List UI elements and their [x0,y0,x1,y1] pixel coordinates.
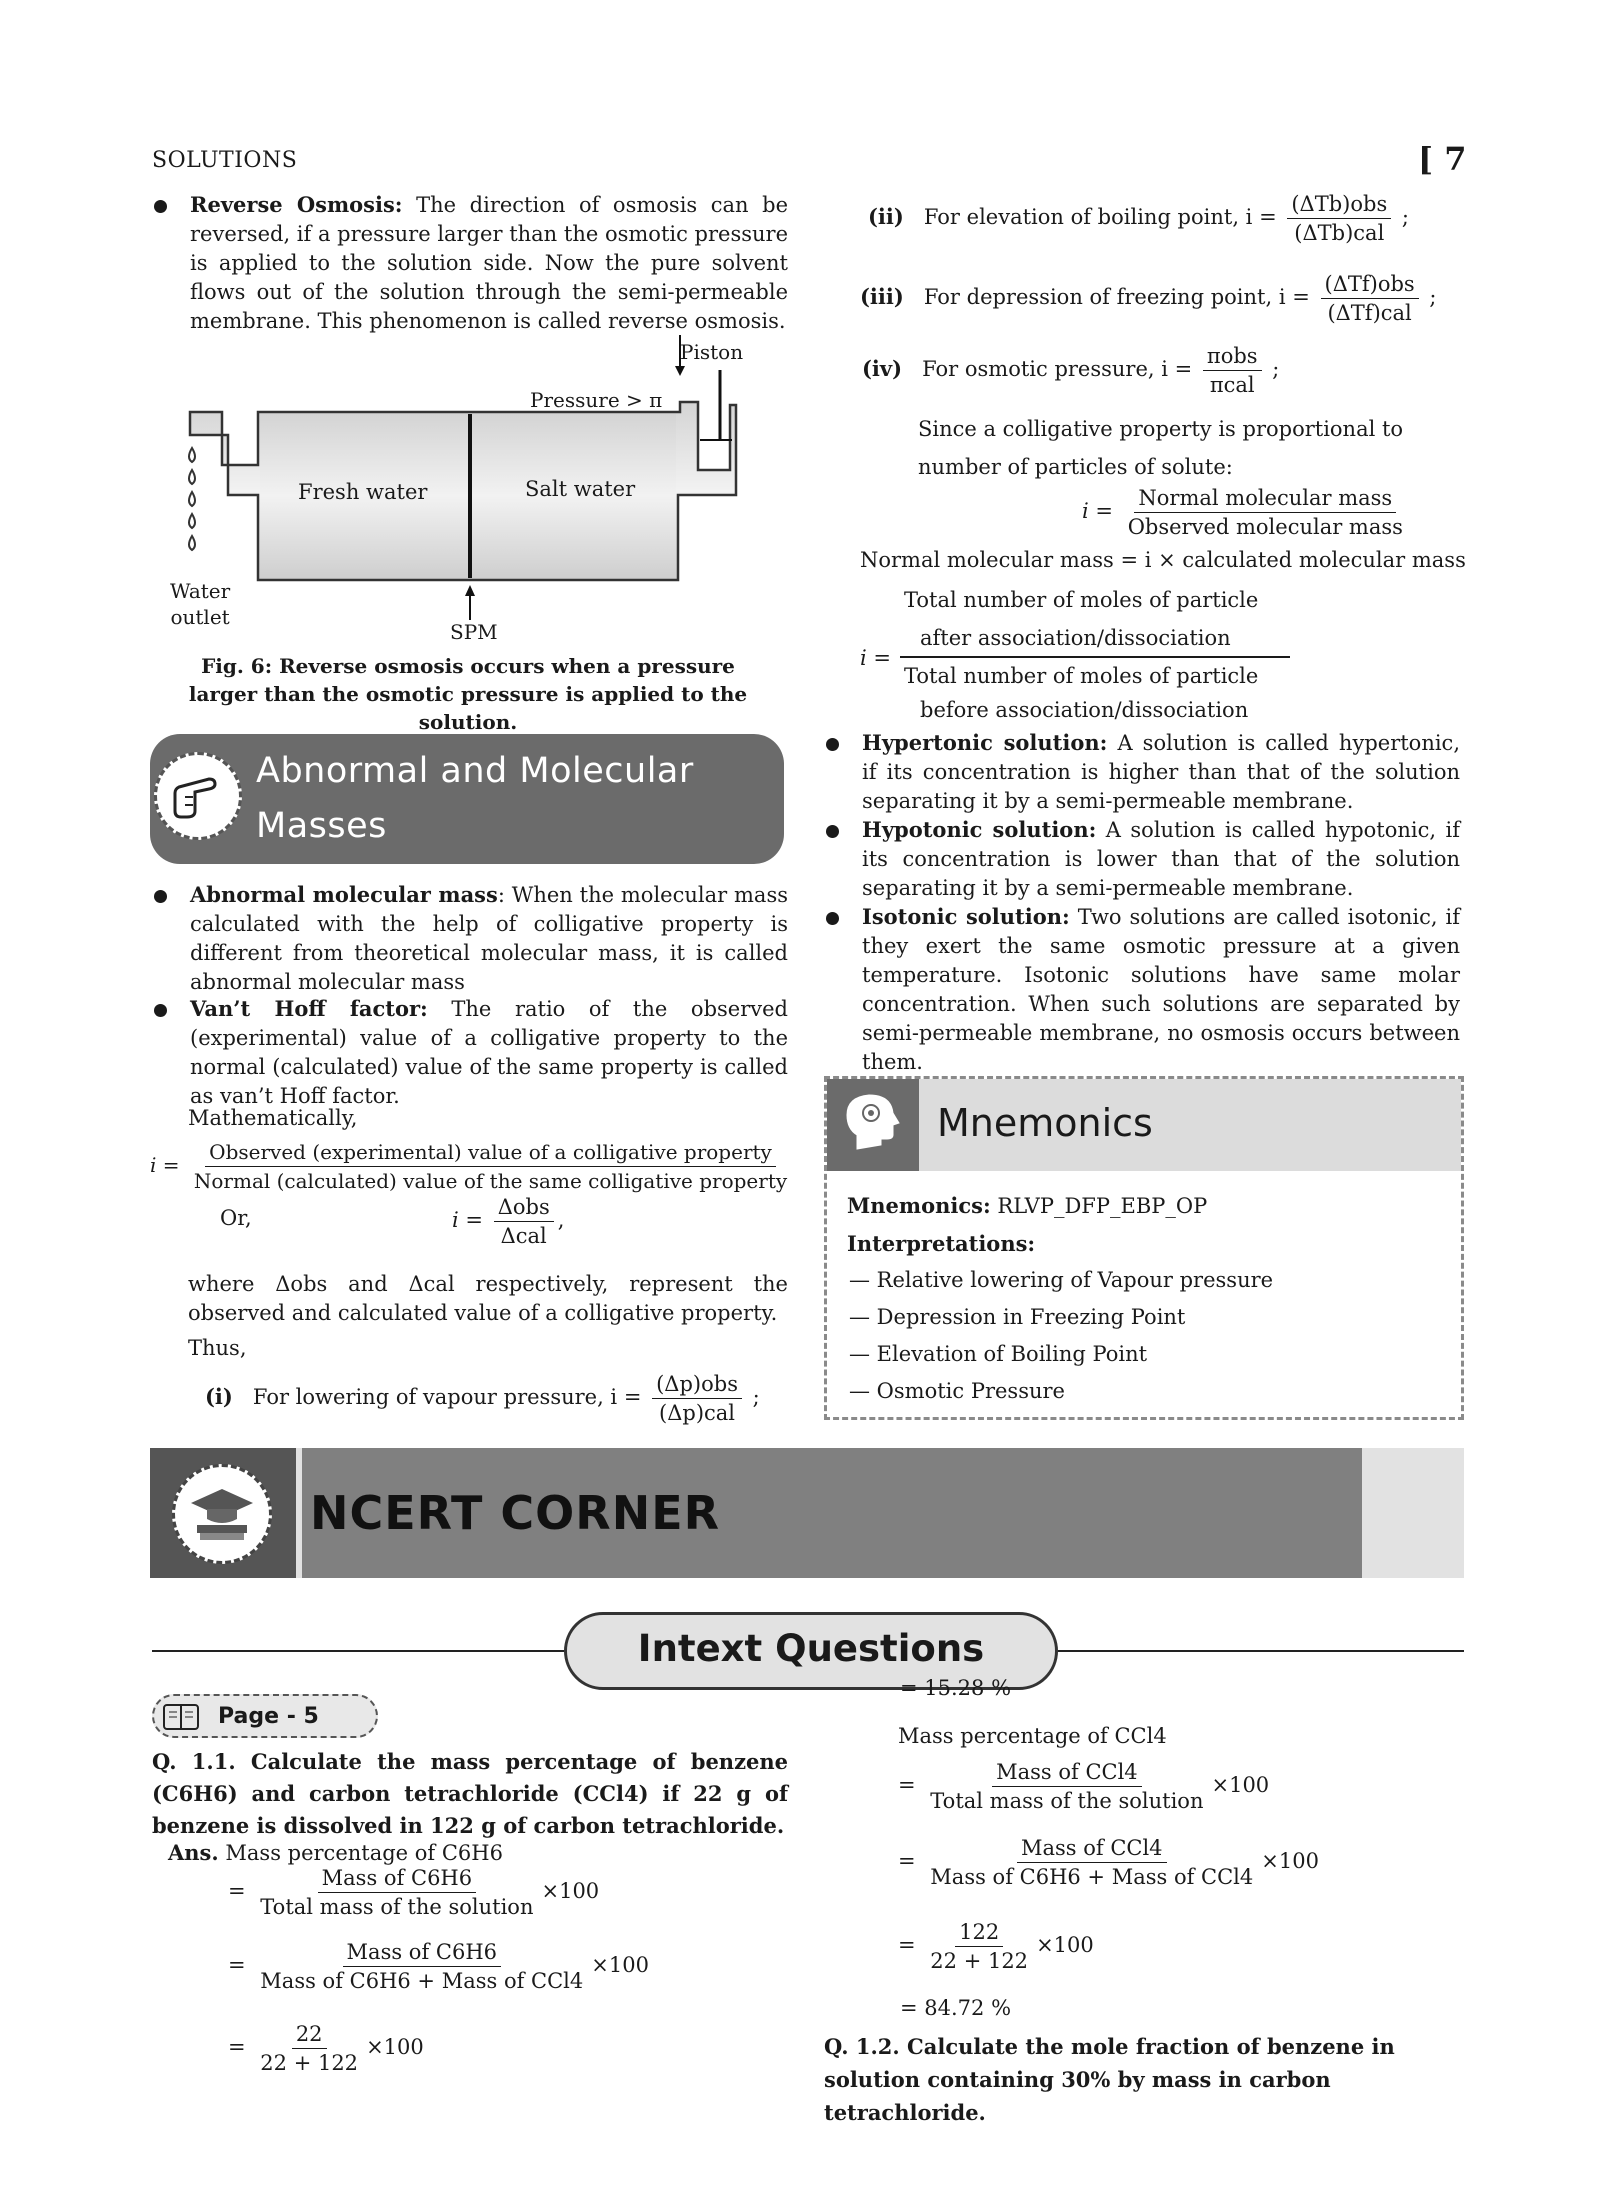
vant-numerator: Observed (experimental) value of a colligative property [205,1140,776,1167]
bullet-icon [826,912,839,925]
frac-num: Mass of C6H6 [343,1940,501,1967]
spm-label: SPM [450,620,498,644]
formula-iv-num: πobs [1203,344,1262,371]
section-title [256,744,694,854]
mathematically-label: Mathematically, [188,1106,358,1130]
divider-left [152,1650,564,1652]
formula-ii: (ii) For elevation of boiling point, i = $\frac{\text{(ΔTb)obs}}{\text{(ΔTb)cal}}$ ; [868,192,1409,245]
i-equals: i = [150,1153,180,1177]
formula-iii: (iii) For depression of freezing point, i = $\frac{\text{(ΔTf)obs}}{\text{(ΔTf)cal}}$ ; [860,272,1437,325]
hypotonic-bullet [862,815,1460,903]
ncert-title: NCERT CORNER [310,1486,721,1540]
times-100: ×100 [591,1953,649,1977]
isotonic-text: Two solutions are called isotonic, if they exert the same osmotic pressure at a given temperature. Isotonic solutions have same molar concentration. When such solutions are separated by semi-permeable membrane, no osmosis occurs between them. [862,905,1460,1074]
formula-i-text: For lowering of vapour pressure, i = [252,1385,642,1409]
where-text [188,1270,788,1328]
delta-equation: i = $\frac{\text{Δobs}}{\text{Δcal}}$ , [452,1195,565,1248]
times-100: ×100 [1261,1849,1319,1873]
formula-iv-den: πcal [1209,373,1255,397]
running-header: SOLUTIONS [152,148,298,173]
isotonic-bullet [862,902,1460,1077]
tm-num-line2: after association/dissociation [920,626,1231,650]
brain-head-icon [827,1079,919,1171]
where-paragraph: where Δobs and Δcal respectively, represent the observed and calculated value of a colligative property. [188,1272,788,1325]
vant-denominator: Normal (calculated) value of the same colligative property [193,1169,788,1193]
vant-text: The ratio of the observed (experimental) value of a colligative property to the normal (calculated) value of the same property is called as van’t Hoff factor. [190,997,788,1108]
figure-caption: Fig. 6: Reverse osmosis occurs when a pressure larger than the osmotic pressure is applied to the solution. [188,654,748,734]
bullet-icon [154,890,167,903]
frac-num: 122 [955,1920,1003,1947]
tm-den-line2: before association/dissociation [920,698,1249,722]
pressure-label: Pressure > π [530,388,663,412]
hypertonic-bullet [862,728,1460,816]
page-tag-label: Page - 5 [218,1704,319,1729]
equals-sign: = [898,1933,916,1957]
book-icon [162,1702,200,1736]
graduation-cap-icon [172,1464,272,1564]
frac-den: Mass of C6H6 + Mass of CCl4 [930,1865,1254,1889]
formula-iv-text: For osmotic pressure, i = [922,357,1193,381]
equals-sign: = [228,1879,246,1903]
times-100: ×100 [541,1879,600,1903]
abnormal-text: : When the molecular mass calculated with the help of colligative property is different from theoretical molecular mass, it is called abnormal molecular mass [190,883,788,994]
frac-num: Mass of CCl4 [992,1760,1142,1787]
formula-i: (i) For lowering of vapour pressure, i = $\frac{\text{(Δp)obs}}{\text{(Δp)cal}}$ ; [205,1372,760,1425]
mnemonic-item: — Elevation of Boiling Point [849,1342,1148,1366]
i-equals: i = [452,1208,483,1232]
section-title-line2: Masses [256,806,387,846]
formula-ii-num: (ΔTb)obs [1287,192,1391,219]
delta-obs: Δobs [494,1195,554,1222]
question-1-1: Q. 1.1. Calculate the mass percentage of benzene (C6H6) and carbon tetrachloride (CCl4) if 22 g of benzene is dissolved in 122 g of carbon tetrachloride. [152,1749,788,1838]
equals-sign: = [898,1849,916,1873]
formula-iii-num: (ΔTf)obs [1321,272,1419,299]
ncert-icon-panel [150,1448,296,1578]
frac-den: Total mass of the solution [260,1895,534,1919]
frac-num: Mass of C6H6 [318,1866,476,1893]
fresh-water-label: Fresh water [298,480,428,504]
isotonic-title: Isotonic solution: [862,904,1070,929]
formula-iv: (iv) For osmotic pressure, i = $\frac{\text{πobs}}{\text{πcal}}$ ; [862,344,1280,397]
hypertonic-text: A solution is called hypertonic, if its concentration is higher than that of the solution separating it by a semi-permeable membrane. [862,731,1460,813]
bullet-icon [154,200,167,213]
section-title-line1: Abnormal and Molecular [256,751,694,791]
page-tag [152,1694,378,1738]
fraction-bar [900,656,1290,658]
formula-i-den: (Δp)cal [659,1401,736,1425]
equals-sign: = [228,2035,246,2059]
pointing-hand-icon [154,752,242,840]
answer-line [168,1840,503,1865]
mnemonic-item: — Depression in Freezing Point [849,1305,1186,1329]
calc-right-1 [898,1760,1269,1813]
abnormal-title: Abnormal molecular mass [190,882,498,907]
normal-mass-equation [1082,486,1411,539]
osmosis-diagram [150,330,790,650]
moles-equation [860,580,1290,720]
section-banner [150,734,784,864]
times-100: ×100 [366,2035,424,2059]
formula-i-label: (i) [205,1384,233,1409]
vant-equation [150,1140,795,1193]
result-84: = 84.72 % [900,1996,1012,2020]
mnemonics-box [824,1076,1464,1420]
bullet-icon [154,1004,167,1017]
formula-ii-label: (ii) [868,204,904,229]
vant-hoff-bullet [190,994,788,1111]
mnemonics-content [847,1187,1273,1410]
delta-cal: Δcal [500,1224,547,1248]
question-1-2: Q. 1.2. Calculate the mole fraction of benzene in solution containing 30% by mass in carbon tetrachloride. [824,2034,1395,2125]
formula-iv-label: (iv) [862,356,903,381]
times-100: ×100 [1211,1773,1270,1797]
i-equals: i = [1082,499,1113,523]
equals-sign: = [228,1953,246,1977]
formula-iii-text: For depression of freezing point, i = [923,285,1310,309]
frac-den: Mass of C6H6 + Mass of CCl4 [260,1969,584,1993]
frac-den: 22 + 122 [260,2051,359,2075]
since-text: Since a colligative property is proportional to number of particles of solute: [918,417,1404,479]
times-100: ×100 [1036,1933,1094,1957]
reverse-osmosis-text: The direction of osmosis can be reversed, if a pressure larger than the osmotic pressure is applied to the solution side. Now the pure solvent flows out of the solution through the semi-permeable membrane. This phenomenon is called reverse osmosis. [190,193,789,333]
hypotonic-text: A solution is called hypotonic, if its concentration is lower than that of the solution separating it by a semi-permeable membrane. [862,818,1460,900]
formula-ii-den: (ΔTb)cal [1294,221,1385,245]
reverse-osmosis-title: Reverse Osmosis: [190,192,403,217]
hypotonic-title: Hypotonic solution: [862,817,1097,842]
bullet-icon [826,738,839,751]
divider-right [1058,1650,1464,1652]
page-number: [ 7 [1418,140,1467,178]
tm-num-line1: Total number of moles of particle [904,588,1259,612]
frac-den: Total mass of the solution [930,1789,1204,1813]
equals-sign: = [898,1773,916,1797]
tm-den-line1: Total number of moles of particle [904,664,1259,688]
calc-left-1 [228,1866,599,1919]
mnemonic-item: — Relative lowering of Vapour pressure [849,1268,1274,1292]
formula-iii-label: (iii) [860,284,904,309]
ccl4-label: Mass percentage of CCl4 [898,1724,1167,1748]
frac-num: 22 [292,2022,327,2049]
formula-i-num: (Δp)obs [652,1372,742,1399]
calc-left-3 [228,2022,424,2075]
mnemonics-code: RLVP_DFP_EBP_OP [997,1194,1208,1218]
frac-den: 22 + 122 [930,1949,1029,1973]
piston-label: Piston [680,340,744,364]
reverse-osmosis-figure [150,330,790,650]
result-15: = 15.28 % [900,1676,1012,1700]
ans-label: Ans. [168,1840,219,1865]
thus-label: Thus, [188,1336,247,1360]
formula-ii-text: For elevation of boiling point, i = [923,205,1277,229]
ncert-banner [150,1448,1464,1578]
reverse-osmosis-bullet [190,190,788,336]
water-outlet-label: Water outlet [170,579,231,629]
intext-title: Intext Questions [637,1627,985,1670]
i-equals: i = [860,646,891,670]
calc-left-2 [228,1940,649,1993]
bullet-icon [826,825,839,838]
hypertonic-title: Hypertonic solution: [862,730,1108,755]
frac-num: Mass of CCl4 [1017,1836,1167,1863]
ans-text: Mass percentage of C6H6 [225,1841,503,1865]
salt-water-label: Salt water [525,477,636,501]
or-label: Or, [220,1206,252,1230]
calc-right-3 [898,1920,1094,1973]
abnormal-mass-bullet [190,880,788,997]
nm-denominator: Observed molecular mass [1127,515,1403,539]
calc-right-2 [898,1836,1319,1889]
formula-iii-den: (ΔTf)cal [1327,301,1412,325]
vant-title: Van’t Hoff factor: [190,996,428,1021]
mnemonic-item: — Osmotic Pressure [849,1379,1065,1403]
mnemonics-title: Mnemonics [937,1101,1153,1145]
mnemonics-label: Mnemonics: [847,1193,991,1218]
nm-numerator: Normal molecular mass [1134,486,1396,513]
interpretations-label: Interpretations: [847,1231,1036,1256]
normal-mass-line: Normal molecular mass = i × calculated molecular mass [860,548,1466,572]
